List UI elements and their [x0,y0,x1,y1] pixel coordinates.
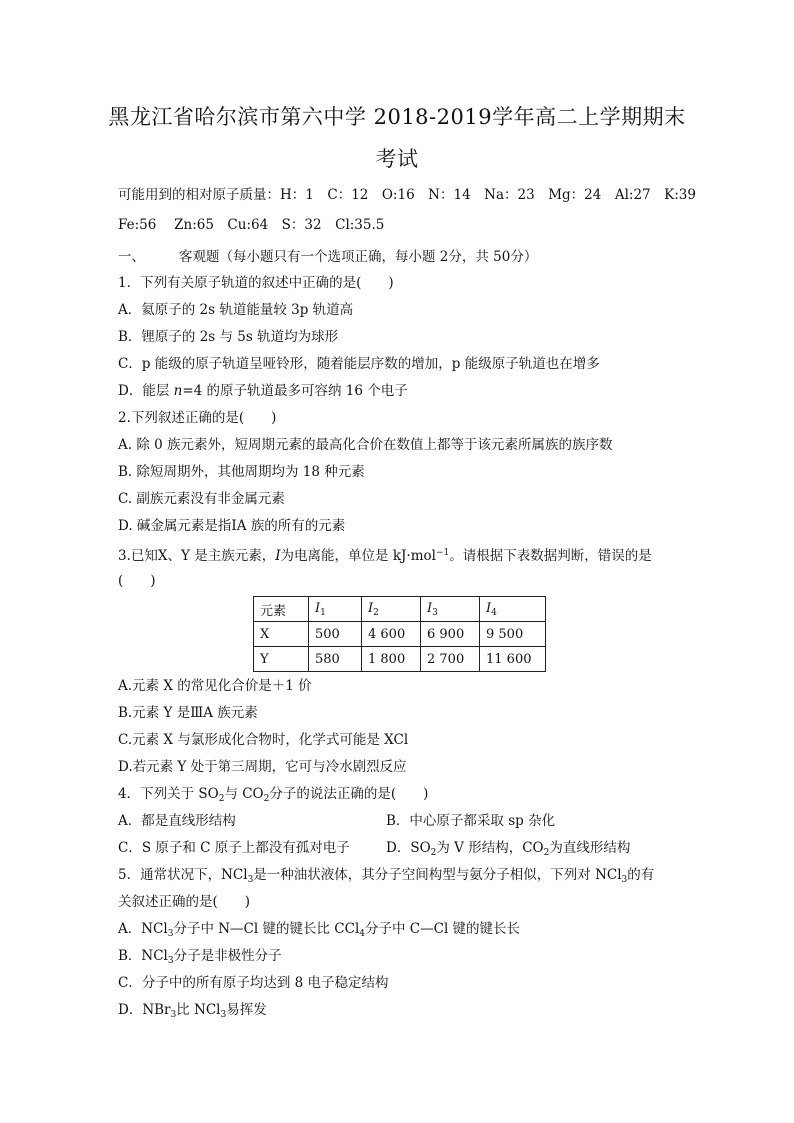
q2-option-c: C. 副族元素没有非金属元素 [118,491,285,507]
table-cell: 6 900 [421,622,480,647]
q5-option-a [118,920,520,943]
q5-option-d [118,1001,267,1024]
q4-option-d [386,839,630,862]
exam-title-line2: 考试 [375,147,419,171]
q5-a-sub2: 4 [359,929,365,939]
table-row [254,622,546,647]
atomic-masses-line1: 可能用到的相对原子质量：H：1 C：12 O:16 N：14 Na：23 Mg：24 Al:27 K:39 [118,187,696,203]
q4-d-part1: D．SO [386,840,431,856]
q1-d-suffix: =4 的原子轨道最多可容纳 16 个电子 [182,383,408,399]
table-cell: 1 800 [362,647,421,672]
q2-option-b: B. 除短周期外，其他周期均为 18 种元素 [118,464,365,480]
table-cell: 2 700 [421,647,480,672]
table-header-cell [480,597,546,622]
q5-b-sub1: 3 [167,956,174,966]
q5-stem-line2: 关叙述正确的是( ) [118,894,251,910]
q5-stem-part2: 是一种油状液体，其分子空间构型与氨分子相似，下列对 NCl [253,867,622,883]
table-cell: 580 [309,647,362,672]
q4-option-a: A．都是直线形结构 [118,813,236,829]
table-cell: 9 500 [480,622,546,647]
q3-stem-part2: 为电离能，单位是 kJ·mol [280,548,436,564]
table-header-row [254,597,546,622]
header-sub: 1 [320,607,326,618]
q5-stem-sub1: 3 [247,875,254,885]
ionization-energy-table [253,596,546,672]
q5-a-part3: 分子中 C—Cl 键的键长长 [365,921,521,937]
q5-d-sub1: 3 [170,1010,177,1020]
table-header-cell [309,597,362,622]
q5-b-part1: B．NCl [118,948,168,964]
atomic-masses-line2: Fe:56 Zn:65 Cu:64 S：32 Cl:35.5 [118,217,385,233]
table-header-cell [421,597,480,622]
q3-option-a: A.元素 X 的常见化合价是＋1 价 [118,678,312,694]
q4-stem-sub2: 2 [263,794,270,804]
q3-stem-variable: I [275,548,281,564]
q1-stem: 1．下列有关原子轨道的叙述中正确的是( ) [118,275,394,291]
q3-option-b: B.元素 Y 是ⅢA 族元素 [118,705,258,721]
table-cell: 4 600 [362,622,421,647]
header-sub: 3 [432,607,438,618]
header-var: I [368,600,374,616]
q4-stem [118,785,428,808]
q5-a-part2: 分子中 N—Cl 键的键长比 CCl [173,921,360,937]
q4-d-sub2: 2 [543,848,550,858]
q4-stem-part2: 与 CO [224,786,264,802]
header-var: I [315,600,321,616]
q5-d-part3: 易挥发 [226,1002,267,1018]
q4-d-part3: 为直线形结构 [549,840,631,856]
q5-stem-part1: 5．通常状况下，NCl [118,867,248,883]
header-sub: 2 [373,607,379,618]
q1-option-d [118,382,408,400]
q5-stem-sub2: 3 [621,875,628,885]
header-var: I [486,600,492,616]
section-title: 客观题（每小题只有一个选项正确，每小题 2分，共 50分） [179,249,538,265]
q1-d-variable: n [173,383,183,399]
exam-title-line1: 黑龙江省哈尔滨市第六中学 2018-2019学年高二上学期期末 [108,105,686,129]
q1-option-a: A．氦原子的 2s 轨道能量较 3p 轨道高 [118,302,354,318]
table-cell: X [254,622,309,647]
q3-option-d: D.若元素 Y 处于第三周期，它可与冷水剧烈反应 [118,759,407,775]
q4-option-b: B．中心原子都采取 sp 杂化 [386,813,556,829]
q1-d-prefix: D．能层 [118,383,174,399]
header-sub: 4 [491,607,497,618]
q5-stem-part3: 的有 [627,867,655,883]
q5-b-part2: 分子是非极性分子 [173,948,282,964]
q5-option-c: C．分子中的所有原子均达到 8 电子稳定结构 [118,975,389,991]
header-var: I [427,600,433,616]
table-row [254,647,546,672]
q2-option-a: A. 除 0 族元素外，短周期元素的最高化合价在数值上都等于该元素所属族的族序数 [118,437,613,453]
q3-option-c: C.元素 X 与氯形成化合物时，化学式可能是 XCl [118,732,409,748]
q4-stem-part3: 分子的说法正确的是( ) [269,786,429,802]
q1-option-b: B．锂原子的 2s 与 5s 轨道均为球形 [118,329,339,345]
q4-stem-sub1: 2 [218,794,225,804]
q3-stem-part3: 。请根据下表数据判断，错误的是 [449,548,652,564]
q5-stem [118,866,654,889]
q3-stem [118,544,652,565]
section-number: 一、 [118,249,145,265]
q5-d-sub2: 3 [220,1010,227,1020]
q4-option-c: C．S 原子和 C 原子上都没有孤对电子 [118,840,350,856]
q4-d-part2: 为 V 形结构，CO [436,840,544,856]
q2-option-d: D. 碱金属元素是指ⅠA 族的所有的元素 [118,518,346,534]
q3-stem-part1: 3.已知X、Y 是主族元素， [118,548,276,564]
q1-option-c: C．p 能级的原子轨道呈哑铃形，随着能层序数的增加，p 能级原子轨道也在增多 [118,356,600,372]
section-heading [118,248,537,266]
q5-d-part1: D．NBr [118,1002,171,1018]
table-cell: Y [254,647,309,672]
table-cell: 11 600 [480,647,546,672]
q4-stem-part1: 4．下列关于 SO [118,786,219,802]
q5-a-part1: A．NCl [118,921,168,937]
q2-stem: 2.下列叙述正确的是( ) [118,410,277,426]
table-header-cell [362,597,421,622]
table-cell: 500 [309,622,362,647]
q3-stem-line2: ( ) [118,573,156,589]
q4-d-sub1: 2 [430,848,437,858]
table-header-cell: 元素 [254,597,309,622]
q5-d-part2: 比 NCl [176,1002,221,1018]
q5-option-b [118,947,282,970]
q3-stem-superscript: −1 [435,548,450,558]
q5-a-sub1: 3 [167,929,174,939]
